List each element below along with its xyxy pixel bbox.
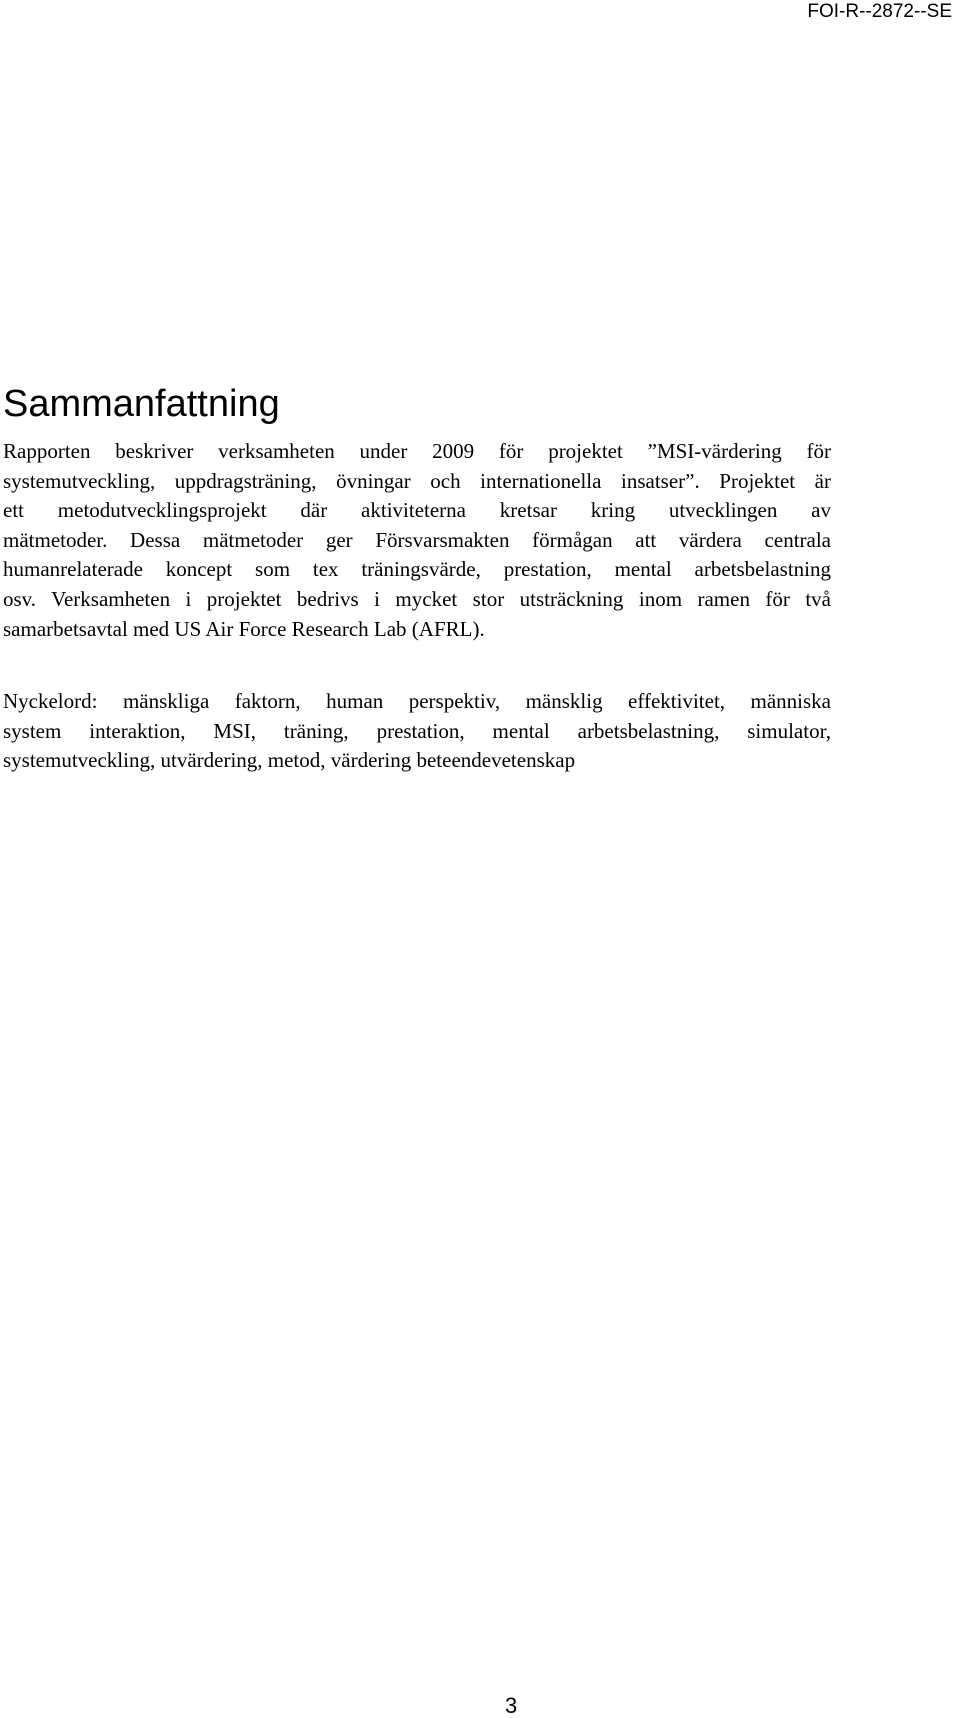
summary-paragraph	[3, 437, 831, 644]
summary-line: osv. Verksamheten i projektet bedrivs i mycket stor utsträckning inom ramen för två	[3, 586, 831, 611]
keywords-line: systemutveckling, utvärdering, metod, värdering beteendevetenskap	[3, 748, 576, 773]
summary-line: mätmetoder. Dessa mätmetoder ger Försvarsmakten förmågan att värdera centrala	[3, 527, 831, 552]
keywords-line: Nyckelord: mänskliga faktorn, human perspektiv, mänsklig effektivitet, människa	[3, 689, 831, 713]
summary-line: Rapporten beskriver verksamheten under 2009 för projektet ”MSI-värdering för	[3, 439, 831, 463]
summary-line: samarbetsavtal med US Air Force Research Lab (AFRL).	[3, 616, 485, 641]
keywords-paragraph	[3, 687, 831, 776]
page-number: 3	[505, 1693, 518, 1718]
keywords-line: system interaktion, MSI, träning, prestation, mental arbetsbelastning, simulator,	[3, 718, 831, 743]
summary-line: ett metodutvecklingsprojekt där aktiviteterna kretsar kring utvecklingen av	[3, 498, 831, 523]
summary-line: humanrelaterade koncept som tex träningsvärde, prestation, mental arbetsbelastning	[3, 557, 831, 582]
document-id: FOI-R--2872--SE	[807, 1, 952, 22]
summary-line: systemutveckling, uppdragsträning, övningar och internationella insatser”. Projektet är	[3, 468, 831, 493]
section-heading: Sammanfattning	[3, 383, 280, 425]
